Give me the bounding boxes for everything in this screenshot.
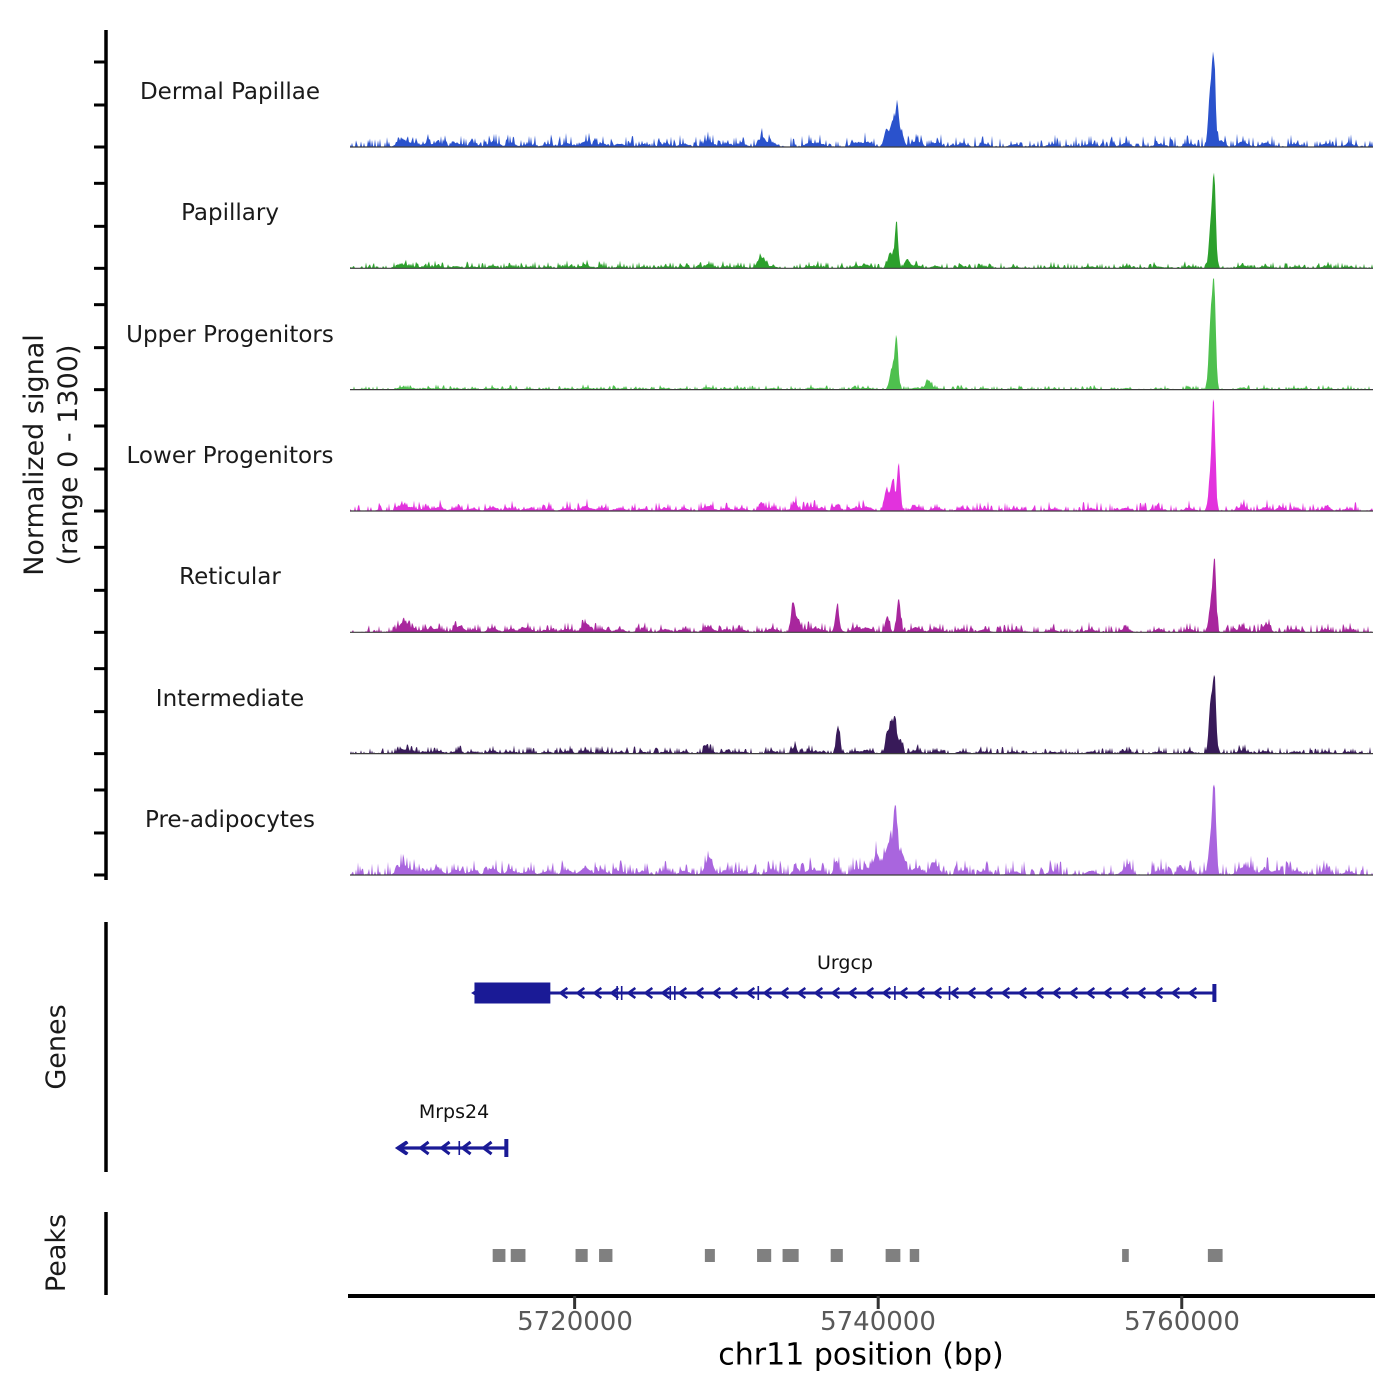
y-axis-label	[18, 334, 86, 576]
signal-area-lower-progenitors	[350, 399, 1373, 511]
track-label-upper-progenitors: Upper Progenitors	[126, 322, 334, 348]
gene-label-mrps24: Mrps24	[418, 1101, 490, 1123]
signal-area-upper-progenitors	[350, 278, 1373, 390]
peak-interval	[783, 1249, 799, 1262]
gene-urgcp-thick-exon	[474, 983, 550, 1004]
x-axis-title: chr11 position (bp)	[718, 1337, 1004, 1373]
track-label-papillary: Papillary	[181, 200, 279, 226]
gene-urgcp-exon-tick	[949, 986, 951, 1000]
signal-area-papillary	[350, 173, 1373, 269]
gene-urgcp-exon-tick	[674, 986, 676, 1000]
gene-urgcp-exon-tick	[894, 986, 896, 1000]
y-axis-label-line2: (range 0 - 1300)	[53, 344, 84, 566]
gene-urgcp-exon-tick	[616, 986, 618, 1000]
track-label-dermal-papillae: Dermal Papillae	[139, 79, 321, 105]
peak-interval	[576, 1249, 588, 1262]
peak-interval	[511, 1249, 526, 1262]
gene-urgcp-end-bar	[1212, 984, 1216, 1002]
x-tick-label-5720000: 5720000	[517, 1307, 633, 1337]
gene-mrps24-exon-tick	[458, 1141, 460, 1155]
x-tick-label-5760000: 5760000	[1124, 1307, 1240, 1337]
gene-urgcp-exon-tick	[621, 986, 623, 1000]
peak-interval	[886, 1249, 901, 1262]
peak-interval	[705, 1249, 715, 1262]
track-label-intermediate: Intermediate	[155, 686, 305, 712]
y-axis-label-line1: Normalized signal	[19, 334, 50, 576]
gene-urgcp-exon-tick	[669, 986, 671, 1000]
peaks-section-label: Peaks	[41, 1213, 72, 1293]
track-label-reticular: Reticular	[179, 564, 281, 590]
x-tick-label-5740000: 5740000	[820, 1307, 936, 1337]
gene-urgcp-exon-tick	[757, 986, 759, 1000]
peak-interval	[910, 1249, 919, 1262]
signal-area-intermediate	[350, 675, 1373, 754]
track-label-pre-adipocytes: Pre-adipocytes	[144, 807, 316, 833]
track-label-lower-progenitors: Lower Progenitors	[126, 443, 334, 469]
peak-interval	[599, 1249, 612, 1262]
peak-interval	[757, 1249, 771, 1262]
peak-interval	[1208, 1249, 1223, 1262]
genes-section-label: Genes	[41, 1004, 72, 1090]
gene-label-urgcp: Urgcp	[817, 952, 873, 974]
peak-interval	[493, 1249, 506, 1262]
signal-area-pre-adipocytes	[350, 785, 1373, 875]
gene-mrps24-end-bar	[504, 1139, 508, 1157]
signal-area-reticular	[350, 558, 1373, 632]
peak-interval	[1122, 1249, 1129, 1262]
signal-area-dermal-papillae	[350, 52, 1373, 147]
peak-interval	[831, 1249, 843, 1262]
